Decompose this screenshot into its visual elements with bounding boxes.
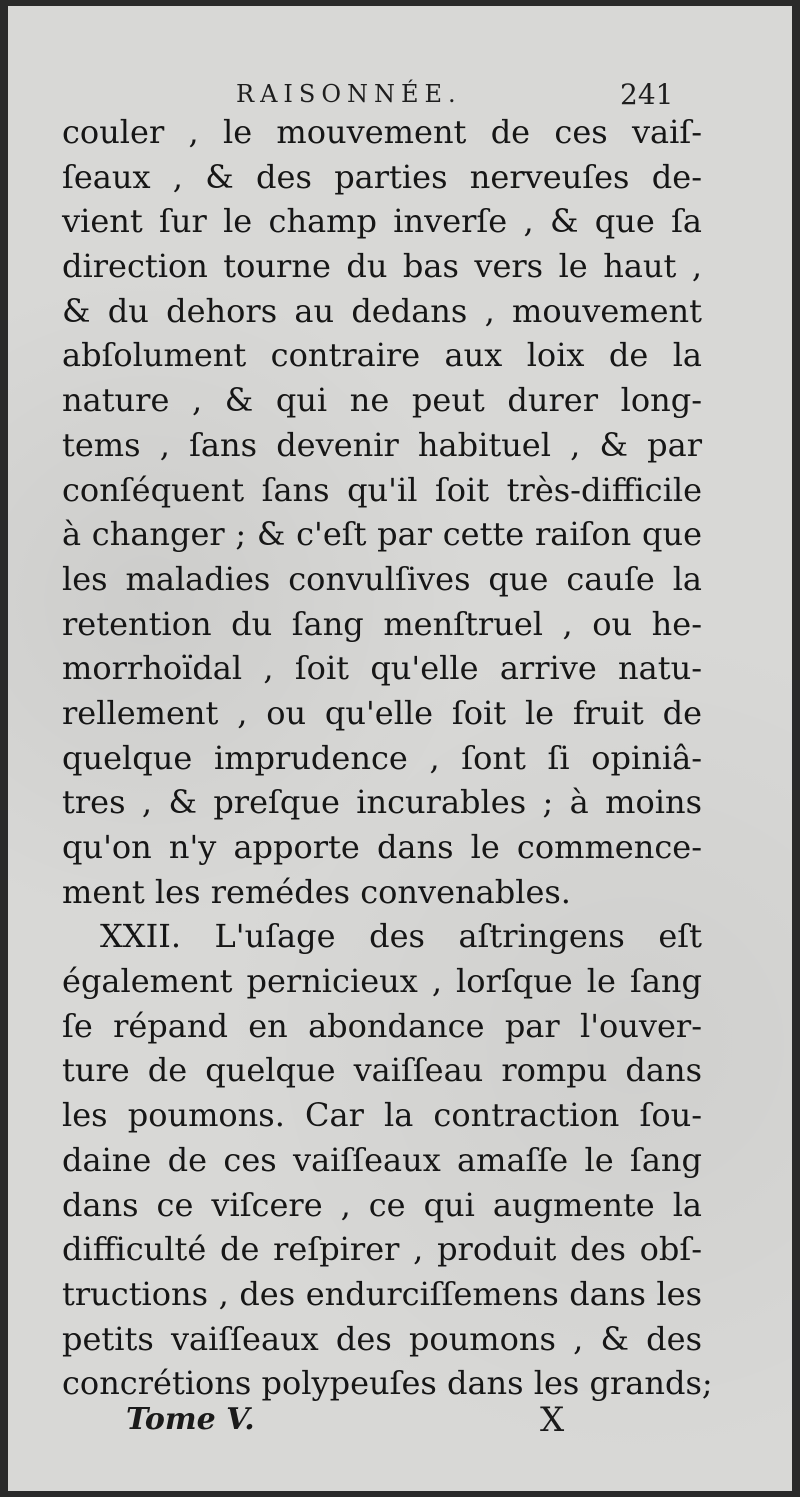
signature-mark: X [540,1400,565,1440]
text-line: à changer ; & c'eſt par cette raiſon que [62,515,702,554]
text-line: & du dehors au dedans , mouvement [62,291,702,330]
text-line: ture de quelque vaiſſeau rompu dans [62,1051,702,1090]
text-line: tructions , des endurciſſemens dans les [62,1274,702,1313]
text-line: également pernicieux , lorſque le ſang [62,962,702,1001]
book-page [8,6,792,1491]
body-text [62,110,713,1406]
text-line: daine de ces vaiſſeaux amaſſe le ſang [62,1140,702,1179]
text-line: quelque imprudence , ſont ſi opiniâ- [62,738,702,777]
text-line: tems , ſans devenir habituel , & par [62,425,702,464]
text-line: concrétions polypeuſes dans les grands; [62,1364,713,1403]
paragraph-end-line: ment les remédes convenables. [62,872,571,911]
text-line: les poumons. Car la contraction ſou- [62,1096,702,1135]
text-line: qu'on n'y apporte dans le commence- [62,828,702,866]
text-line: abſolument contraire aux loix de la [62,336,702,375]
text-line: ſe répand en abondance par l'ouver- [62,1006,702,1045]
text-line: les maladies convulſives que cauſe la [62,559,702,598]
text-line: vient ſur le champ inverſe , & que ſa [62,202,702,241]
text-line: difficulté de reſpirer , produit des obſ- [62,1230,702,1269]
page-footer [8,1398,792,1446]
text-line: tres , & preſque incurables ; à moins [62,783,702,822]
text-line: retention du ſang menſtruel , ou he- [62,604,702,643]
text-line: conſéquent ſans qu'il ſoit très-difficile [62,470,702,509]
text-line: direction tourne du bas vers le haut , [62,247,702,286]
running-title: RAISONNÉE. [236,80,462,108]
text-line: ſeaux , & des parties nerveuſes de- [62,157,702,196]
volume-label: Tome V. [126,1402,255,1437]
text-line: nature , & qui ne peut durer long- [62,381,702,420]
page-number: 241 [620,78,674,111]
text-line: dans ce viſcere , ce qui augmente la [62,1185,702,1224]
text-line: rellement , ou qu'elle ſoit le fruit de [62,693,702,732]
page-header [8,74,792,114]
text-line: couler , le mouvement de ces vaiſ- [62,113,702,151]
text-line: morrhoïdal , ſoit qu'elle arrive natu- [62,649,702,688]
section-heading-line: XXII. L'uſage des aſtringens eſt [100,917,702,956]
text-line: petits vaiſſeaux des poumons , & des [62,1319,702,1358]
